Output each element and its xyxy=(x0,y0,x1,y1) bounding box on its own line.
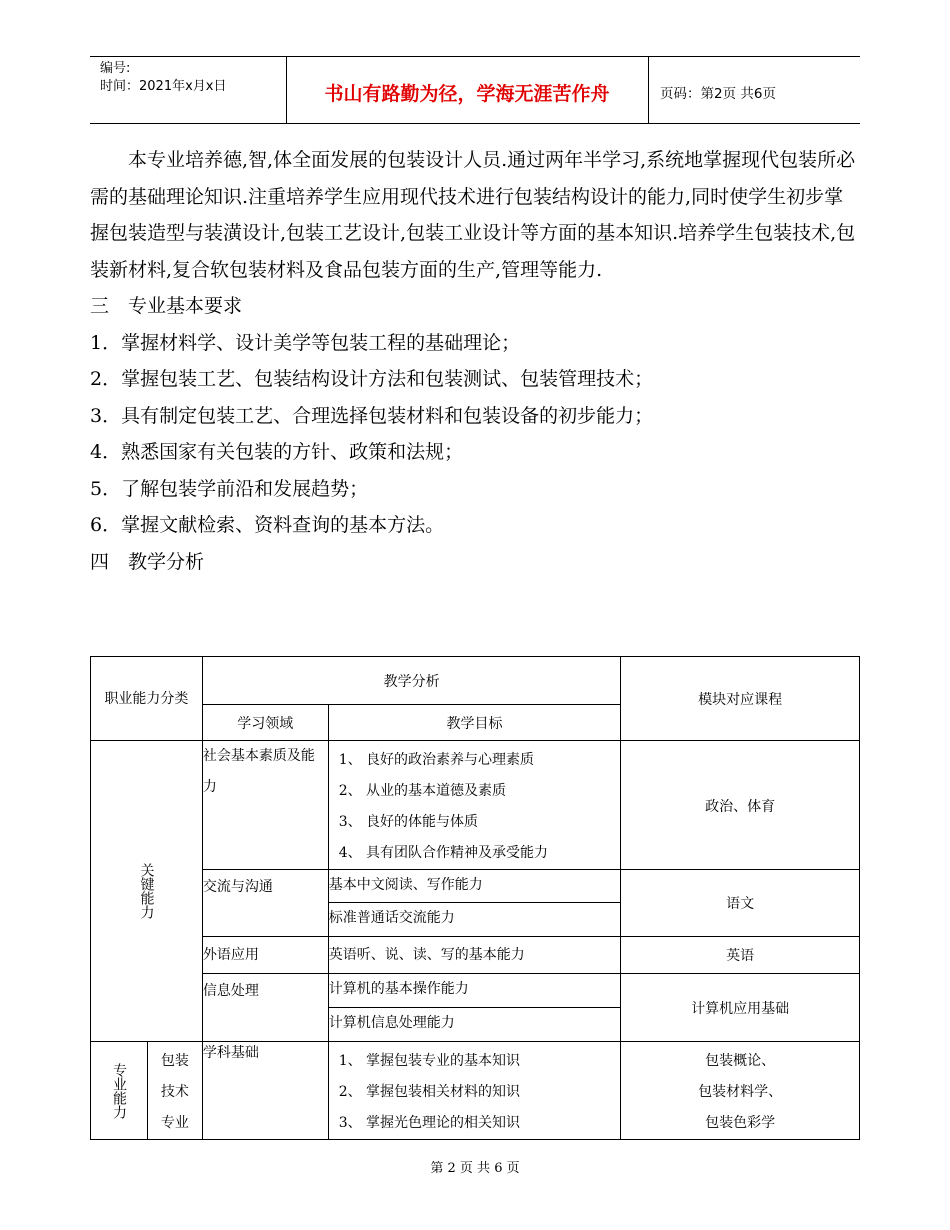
col-ability-category: 职业能力分类 xyxy=(91,657,203,741)
module-cell: 政治、体育 xyxy=(621,741,860,870)
section-4-title: 四 教学分析 xyxy=(90,550,205,573)
table-row xyxy=(91,1042,860,1140)
requirement-item: 6．掌握文献检索、资料查询的基本方法。 xyxy=(90,514,445,536)
goal-cell xyxy=(328,741,621,870)
goal-line: 2、 掌握包装相关材料的知识 xyxy=(338,1084,521,1100)
table-row xyxy=(91,937,860,974)
number-label: 编号: xyxy=(100,61,131,76)
page-footer: 第 2 页 共 6 页 xyxy=(430,1161,520,1176)
time-label: 时间：2021年x月x日 xyxy=(100,79,227,94)
col-teaching-analysis: 教学分析 xyxy=(202,657,620,705)
module-line: 包装材料学、 xyxy=(698,1084,783,1100)
learning-area-cell: 交流与沟通 xyxy=(202,870,328,937)
module-line: 包装概论、 xyxy=(705,1053,776,1069)
goal-line: 3、 良好的体能与体质 xyxy=(338,814,479,830)
key-ability-cell xyxy=(91,741,203,1042)
table-row xyxy=(91,870,860,903)
goal-cell: 计算机的基本操作能力 xyxy=(328,974,621,1008)
header-motto: 书山有路勤为径，学海无涯苦作舟 xyxy=(324,83,610,105)
learning-area-cell: 外语应用 xyxy=(202,937,328,974)
goal-cell: 计算机信息处理能力 xyxy=(328,1008,621,1042)
learning-area-cell: 学科基础 xyxy=(202,1042,328,1140)
col-module-course: 模块对应课程 xyxy=(621,657,860,741)
professional-ability-cell xyxy=(91,1042,148,1140)
col-learning-area: 学习领域 xyxy=(202,705,328,741)
requirement-item: 1．掌握材料学、设计美学等包装工程的基础理论； xyxy=(90,331,521,354)
goal-cell: 标准普通话交流能力 xyxy=(328,903,621,937)
sub-label-line: 包装 xyxy=(160,1053,189,1069)
table-row xyxy=(91,741,860,870)
requirement-item: 5．了解包装学前沿和发展趋势； xyxy=(90,477,369,500)
module-cell xyxy=(621,1042,860,1140)
key-ability-label: 关键能力 xyxy=(138,863,155,919)
professional-ability-label: 专业能力 xyxy=(110,1062,127,1119)
intro-paragraph: 本专业培养德,智,体全面发展的包装设计人员.通过两年半学习,系统地掌握现代包装所必需的基础理论知识.注重培养学生应用现代技术进行包装结构设计的能力,同时使学生初步掌握包装造型与装潢设计,包装工艺设计,包装工业设计等方面的基本知识.培养学生包装技术,包装新材料,复合软包装材料及食品包装方面的生产,管理等能力. xyxy=(90,149,856,281)
module-cell: 计算机应用基础 xyxy=(621,974,860,1042)
goal-line: 1、 良好的政治素养与心理素质 xyxy=(338,752,535,768)
requirement-item: 4．熟悉国家有关包装的方针、政策和法规； xyxy=(90,441,464,463)
header-page-label: 页码：第2页 共6页 xyxy=(660,86,776,102)
goal-line: 1、 掌握包装专业的基本知识 xyxy=(338,1053,521,1069)
teaching-analysis-table xyxy=(90,656,860,1140)
goal-cell xyxy=(328,1042,621,1140)
goal-line: 2、 从业的基本道德及素质 xyxy=(338,783,507,799)
goal-cell: 基本中文阅读、写作能力 xyxy=(328,870,621,903)
module-cell: 语文 xyxy=(621,870,860,937)
goal-line: 4、 具有团队合作精神及承受能力 xyxy=(338,845,549,861)
table-header-row xyxy=(91,657,860,705)
table-row xyxy=(91,974,860,1008)
module-line: 包装色彩学 xyxy=(705,1115,776,1131)
sub-label-line: 专业 xyxy=(160,1115,189,1131)
requirement-item: 3．具有制定包装工艺、合理选择包装材料和包装设备的初步能力； xyxy=(90,404,654,427)
goal-line: 3、 掌握光色理论的相关知识 xyxy=(338,1115,521,1131)
page-header xyxy=(90,56,860,124)
col-teaching-goal: 教学目标 xyxy=(328,705,621,741)
header-meta xyxy=(100,60,226,96)
sub-label-line: 技术 xyxy=(160,1084,189,1100)
section-3-title: 三 专业基本要求 xyxy=(90,295,243,317)
goal-cell: 英语听、说、读、写的基本能力 xyxy=(328,937,621,974)
requirement-item: 2．掌握包装工艺、包装结构设计方法和包装测试、包装管理技术； xyxy=(90,368,654,390)
header-divider xyxy=(648,57,649,123)
professional-sub-cell xyxy=(147,1042,202,1140)
learning-area-cell: 社会基本素质及能力 xyxy=(202,741,328,870)
learning-area-cell: 信息处理 xyxy=(202,974,328,1042)
document-body xyxy=(90,142,862,580)
module-cell: 英语 xyxy=(621,937,860,974)
